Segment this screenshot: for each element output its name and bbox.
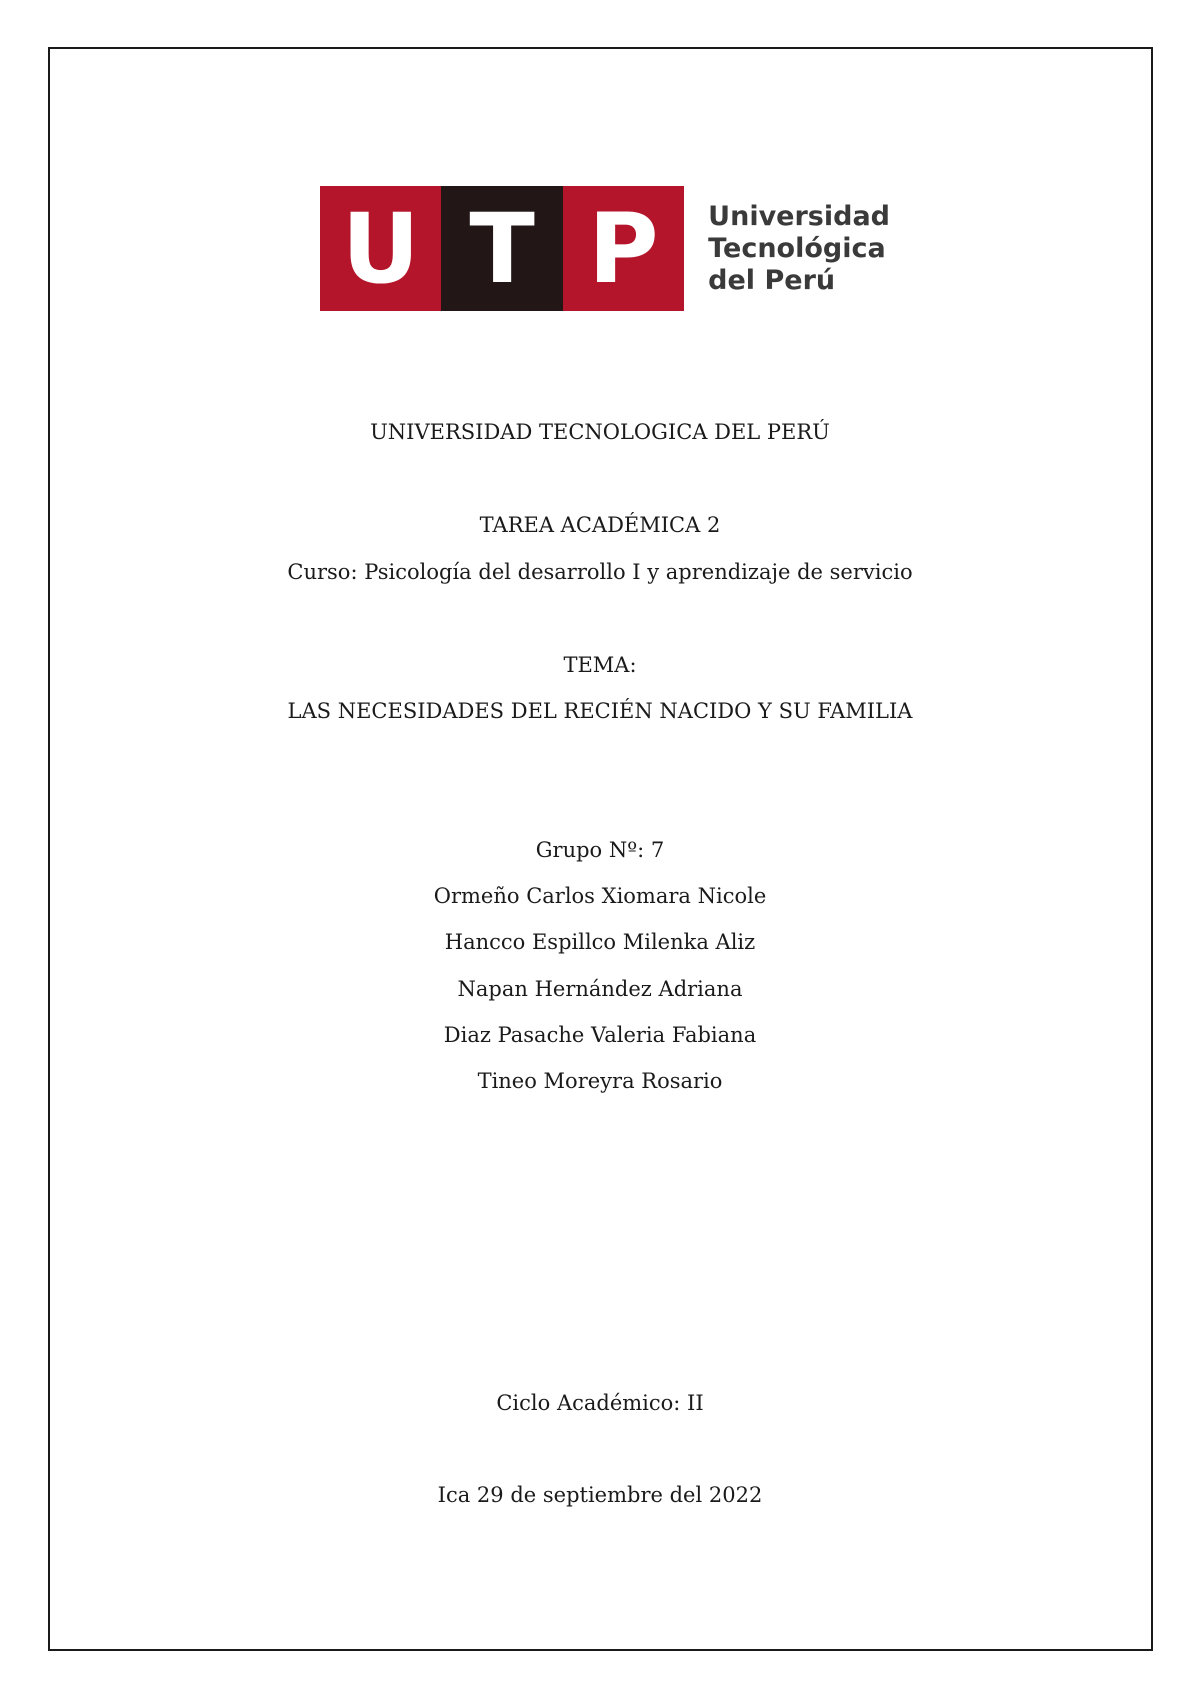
course-name: Curso: Psicología del desarrollo I y aprendizaje de servicio [287, 560, 913, 584]
university-name: UNIVERSIDAD TECNOLOGICA DEL PERÚ [370, 420, 830, 444]
topic-label: TEMA: [563, 653, 637, 677]
group-number: Grupo Nº: 7 [535, 838, 665, 862]
member-name: Diaz Pasache Valeria Fabiana [443, 1023, 757, 1047]
logo-wordmark-line-1: Universidad [708, 200, 890, 232]
logo-letter-u: U [320, 186, 441, 311]
member-name: Tineo Moreyra Rosario [477, 1069, 723, 1093]
member-name: Hancco Espillco Milenka Aliz [444, 930, 756, 954]
academic-cycle: Ciclo Académico: II [496, 1391, 704, 1415]
topic-title: LAS NECESIDADES DEL RECIÉN NACIDO Y SU FAMILIA [287, 699, 913, 723]
logo-letter-p: P [563, 186, 684, 311]
logo-wordmark-line-3: del Perú [708, 264, 836, 296]
logo-letter-t: T [441, 186, 562, 311]
member-name: Napan Hernández Adriana [457, 977, 743, 1001]
document-date: Ica 29 de septiembre del 2022 [437, 1483, 763, 1507]
logo-wordmark [708, 186, 890, 311]
member-name: Ormeño Carlos Xiomara Nicole [433, 884, 767, 908]
assignment-title: TAREA ACADÉMICA 2 [479, 513, 721, 537]
logo-wordmark-line-2: Tecnológica [708, 232, 886, 264]
utp-logo [320, 186, 890, 311]
